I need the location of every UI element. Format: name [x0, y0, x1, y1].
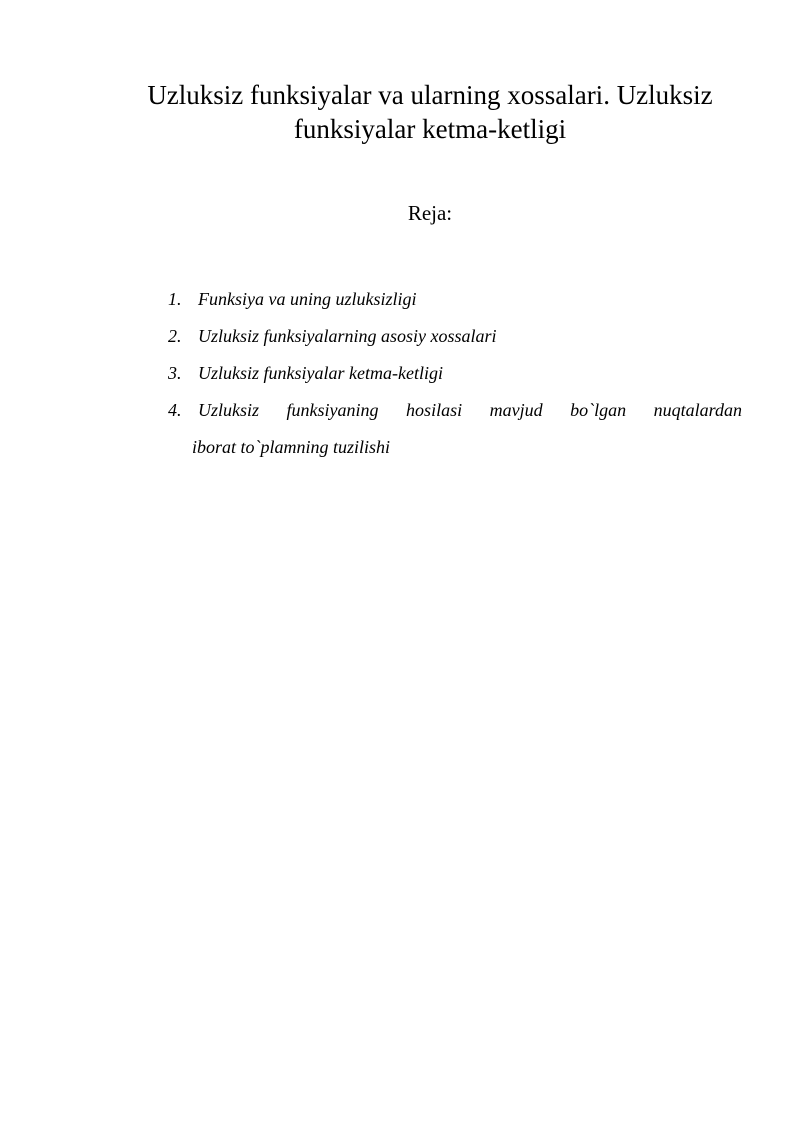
plan-item	[168, 355, 742, 392]
plan-item-text-line1: Uzluksiz funksiyaning hosilasi mavjud bo`lgan nuqtalardan	[198, 400, 742, 420]
plan-item	[168, 281, 742, 318]
plan-item-number: 3.	[168, 363, 182, 383]
plan-item-text: Uzluksiz funksiyalarning asosiy xossalari	[198, 326, 497, 346]
plan-heading: Reja:	[407, 201, 453, 225]
plan-item	[168, 392, 742, 466]
document-title: Uzluksiz funksiyalar va ularning xossalari. Uzluksiz funksiyalar ketma-ketligi	[147, 80, 713, 144]
plan-item	[168, 318, 742, 355]
plan-item-number: 2.	[168, 326, 182, 346]
plan-item-text-line2: iborat to`plamning tuzilishi	[192, 437, 391, 457]
plan-item-text: Uzluksiz funksiyalar ketma-ketligi	[198, 363, 443, 383]
plan-list	[168, 281, 742, 466]
plan-item-number: 4.	[168, 400, 182, 420]
plan-item-number: 1.	[168, 289, 182, 309]
plan-item-text: Funksiya va uning uzluksizligi	[198, 289, 417, 309]
